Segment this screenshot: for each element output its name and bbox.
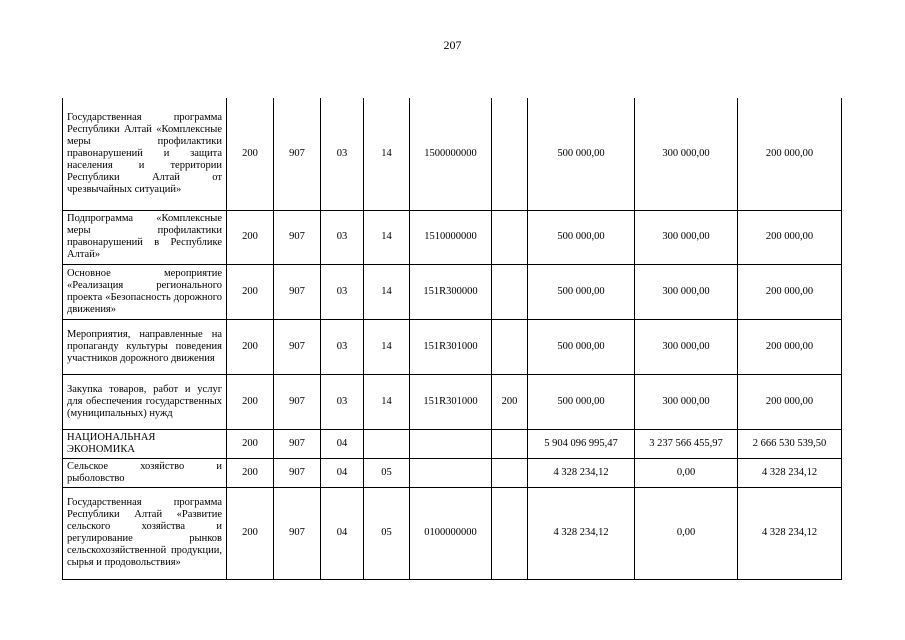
amount-cell: 200 000,00 <box>738 319 842 374</box>
amount-cell: 200 000,00 <box>738 374 842 429</box>
amount-cell: 2 666 530 539,50 <box>738 429 842 458</box>
table-body <box>63 98 842 579</box>
amount-cell: 4 328 234,12 <box>738 458 842 487</box>
amount-cell: 4 328 234,12 <box>528 458 635 487</box>
section-cell: 04 <box>321 458 364 487</box>
section-cell: 03 <box>321 98 364 210</box>
expense-type-cell <box>492 429 528 458</box>
code-cell: 200 <box>227 374 274 429</box>
target-article-cell: 1510000000 <box>410 210 492 264</box>
amount-cell: 200 000,00 <box>738 210 842 264</box>
row-name-cell: Государственная программа Республики Алтай «Развитие сельского хозяйства и регулирование рынков сельскохозяйственной продукции, сырья и продовольствия» <box>63 487 227 579</box>
code-cell: 200 <box>227 319 274 374</box>
target-article-cell: 0100000000 <box>410 487 492 579</box>
ministry-cell: 907 <box>274 319 321 374</box>
amount-cell: 4 328 234,12 <box>738 487 842 579</box>
table-row <box>63 487 842 579</box>
subsection-cell: 14 <box>364 319 410 374</box>
page-number: 207 <box>443 38 462 52</box>
row-name-cell: Сельское хозяйство и рыболовство <box>63 458 227 487</box>
amount-cell: 500 000,00 <box>528 319 635 374</box>
target-article-cell <box>410 458 492 487</box>
row-name-cell: НАЦИОНАЛЬНАЯ ЭКОНОМИКА <box>63 429 227 458</box>
table-row <box>63 374 842 429</box>
amount-cell: 5 904 096 995,47 <box>528 429 635 458</box>
target-article-cell: 151R300000 <box>410 264 492 319</box>
code-cell: 200 <box>227 487 274 579</box>
amount-cell: 200 000,00 <box>738 264 842 319</box>
expense-type-cell <box>492 98 528 210</box>
ministry-cell: 907 <box>274 210 321 264</box>
section-cell: 03 <box>321 319 364 374</box>
row-name-cell: Закупка товаров, работ и услуг для обеспечения государственных (муниципальных) нужд <box>63 374 227 429</box>
table-row <box>63 458 842 487</box>
amount-cell: 300 000,00 <box>635 264 738 319</box>
target-article-cell: 151R301000 <box>410 319 492 374</box>
section-cell: 03 <box>321 374 364 429</box>
amount-cell: 300 000,00 <box>635 210 738 264</box>
expense-type-cell <box>492 264 528 319</box>
code-cell: 200 <box>227 458 274 487</box>
table-row <box>63 264 842 319</box>
table-row <box>63 319 842 374</box>
subsection-cell: 05 <box>364 458 410 487</box>
code-cell: 200 <box>227 98 274 210</box>
section-cell: 03 <box>321 210 364 264</box>
amount-cell: 300 000,00 <box>635 374 738 429</box>
expense-type-cell <box>492 319 528 374</box>
expense-type-cell <box>492 458 528 487</box>
ministry-cell: 907 <box>274 487 321 579</box>
section-cell: 04 <box>321 429 364 458</box>
subsection-cell: 14 <box>364 98 410 210</box>
ministry-cell: 907 <box>274 98 321 210</box>
expense-type-cell <box>492 487 528 579</box>
table-row <box>63 98 842 210</box>
amount-cell: 3 237 566 455,97 <box>635 429 738 458</box>
row-name-cell: Мероприятия, направленные на пропаганду культуры поведения участников дорожного движения <box>63 319 227 374</box>
amount-cell: 0,00 <box>635 458 738 487</box>
code-cell: 200 <box>227 210 274 264</box>
subsection-cell: 05 <box>364 487 410 579</box>
subsection-cell <box>364 429 410 458</box>
section-cell: 04 <box>321 487 364 579</box>
code-cell: 200 <box>227 429 274 458</box>
target-article-cell: 151R301000 <box>410 374 492 429</box>
amount-cell: 500 000,00 <box>528 98 635 210</box>
table-row <box>63 429 842 458</box>
amount-cell: 4 328 234,12 <box>528 487 635 579</box>
ministry-cell: 907 <box>274 429 321 458</box>
amount-cell: 300 000,00 <box>635 98 738 210</box>
amount-cell: 200 000,00 <box>738 98 842 210</box>
amount-cell: 500 000,00 <box>528 264 635 319</box>
amount-cell: 0,00 <box>635 487 738 579</box>
code-cell: 200 <box>227 264 274 319</box>
table-row <box>63 210 842 264</box>
target-article-cell <box>410 429 492 458</box>
expense-type-cell <box>492 210 528 264</box>
row-name-cell: Подпрограмма «Комплексные меры профилактики правонарушений в Республике Алтай» <box>63 210 227 264</box>
budget-table <box>62 98 842 580</box>
section-cell: 03 <box>321 264 364 319</box>
target-article-cell: 1500000000 <box>410 98 492 210</box>
expense-type-cell: 200 <box>492 374 528 429</box>
row-name-cell: Государственная программа Республики Алтай «Комплексные меры профилактики правонарушений и защита населения и территории Республики Алтай от чрезвычайных ситуаций» <box>63 98 227 210</box>
amount-cell: 300 000,00 <box>635 319 738 374</box>
ministry-cell: 907 <box>274 374 321 429</box>
ministry-cell: 907 <box>274 264 321 319</box>
subsection-cell: 14 <box>364 374 410 429</box>
row-name-cell: Основное мероприятие «Реализация регионального проекта «Безопасность дорожного движения» <box>63 264 227 319</box>
ministry-cell: 907 <box>274 458 321 487</box>
amount-cell: 500 000,00 <box>528 374 635 429</box>
subsection-cell: 14 <box>364 210 410 264</box>
amount-cell: 500 000,00 <box>528 210 635 264</box>
subsection-cell: 14 <box>364 264 410 319</box>
